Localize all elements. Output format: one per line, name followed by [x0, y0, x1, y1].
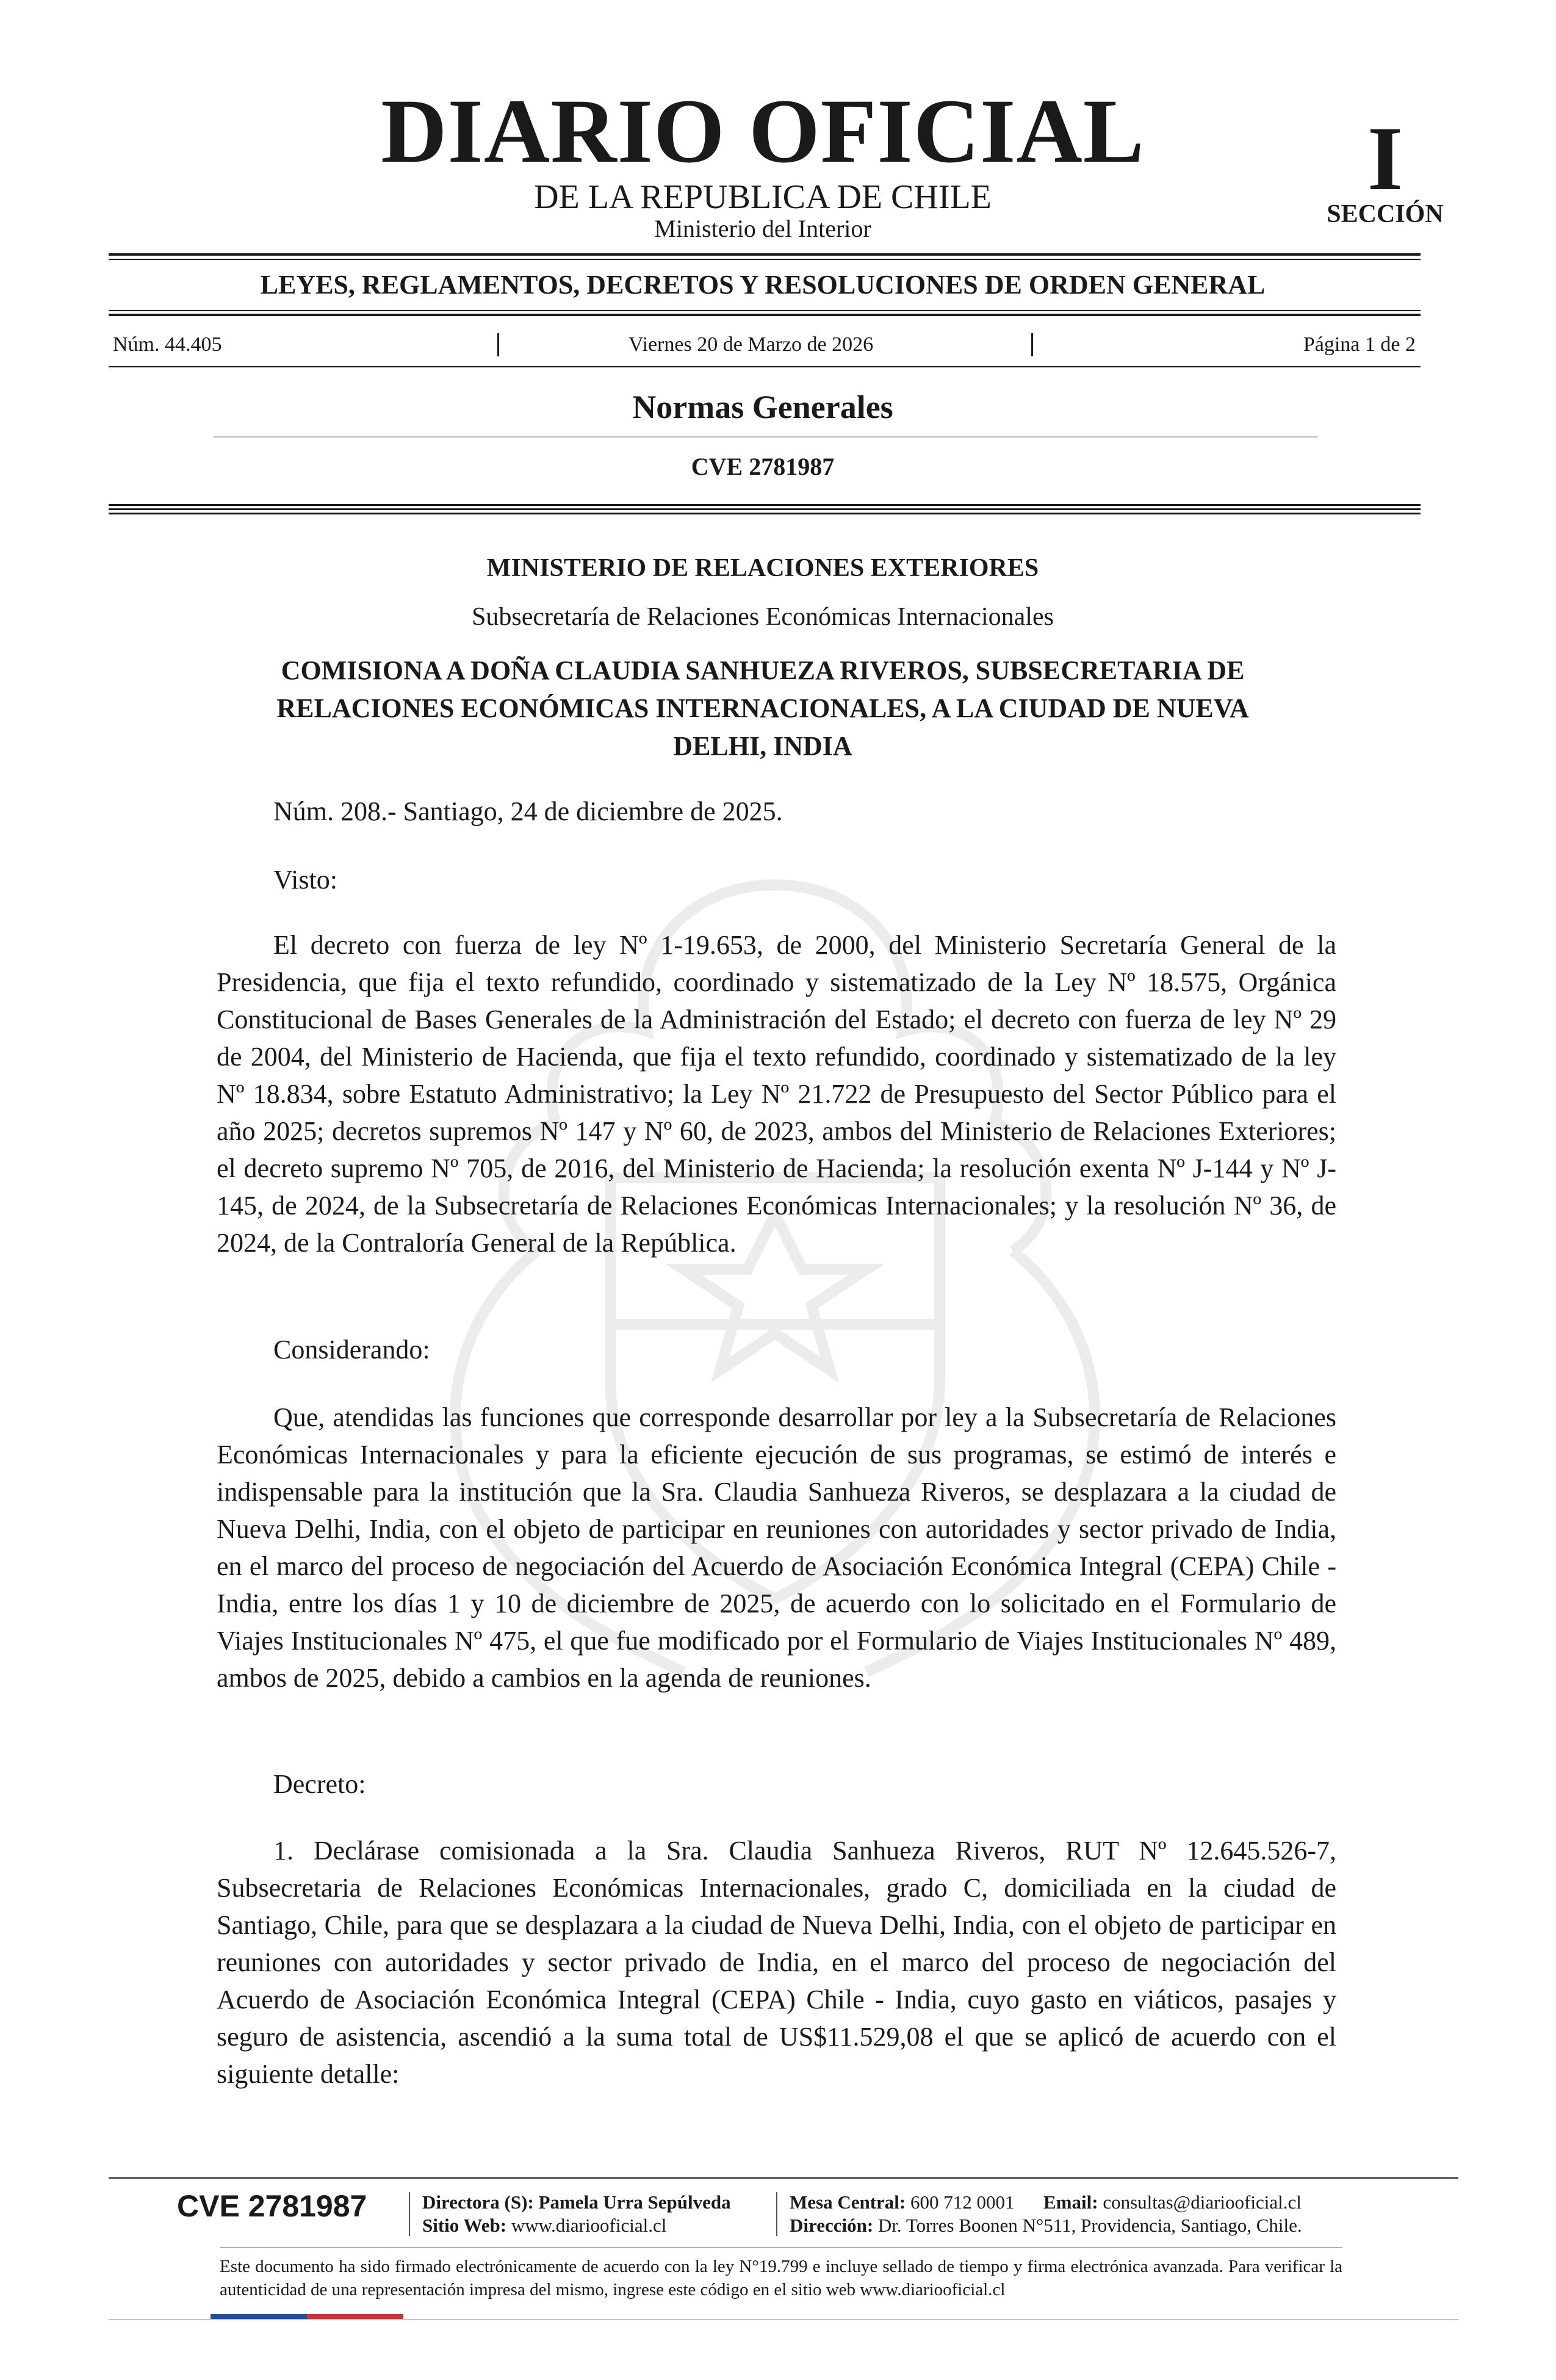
footer-address [790, 2214, 1302, 2237]
footer-contact [790, 2191, 1302, 2214]
flag-stripe-blue [211, 2314, 307, 2319]
section-label: SECCIÓN [1327, 200, 1444, 228]
address-text: Dr. Torres Boonen N°511, Providencia, Santiago, Chile. [877, 2215, 1302, 2236]
email-label: Email: [1043, 2191, 1098, 2213]
footer-website [422, 2214, 666, 2237]
footer-separator [776, 2192, 777, 2236]
footer-rule-bottom [109, 2319, 1458, 2320]
footer-verification-note: Este documento ha sido firmado electrónicamente de acuerdo con la ley N°19.799 e incluye sellado de tiempo y firma electrónica avanzada. Para verificar la autenticidad de una representación impresa del mismo, ingrese este código en el sitio web www.diariooficial.cl [220, 2257, 1342, 2299]
visto-paragraph: El decreto con fuerza de ley Nº 1-19.653, de 2000, del Ministerio Secretaría General de la Presidencia, que fija el texto refundido, coordinado y sistematizado de la Ley Nº 18.575, Orgánica Constitucional de Bases Generales de la Administración del Estado; el decreto con fuerza de ley Nº 29 de 2004, del Ministerio de Hacienda, que fija el texto refundido, coordinado y sistematizado de la ley Nº 18.834, sobre Estatuto Administrativo; la Ley Nº 21.722 de Presupuesto del Sector Público para el año 2025; decretos supremos Nº 147 y Nº 60, de 2023, ambos del Ministerio de Relaciones Exteriores; el decreto supremo Nº 705, de 2016, del Ministerio de Hacienda; la resolución exenta Nº J-144 y Nº J-145, de 2024, de la Subsecretaría de Relaciones Económicas Internacionales; y la resolución Nº 36, de 2024, de la Contraloría General de la República. [217, 930, 1336, 1258]
website-link[interactable]: www.diariooficial.cl [511, 2215, 667, 2236]
email-link[interactable]: consultas@diariooficial.cl [1103, 2191, 1302, 2213]
header-rule-3 [109, 513, 1421, 514]
masthead-rule-thick [109, 253, 1421, 256]
subsecretaria-name: Subsecretaría de Relaciones Económicas Internacionales [472, 603, 1054, 631]
issue-page: Página 1 de 2 [1303, 333, 1416, 356]
decreto-label: Decreto: [273, 1769, 366, 1799]
meta-separator [1031, 333, 1033, 356]
issue-rule [109, 366, 1421, 367]
footer-separator [409, 2192, 410, 2236]
header-rule-2 [109, 508, 1421, 510]
considerando-label: Considerando: [273, 1335, 430, 1365]
category-rule-thick [109, 314, 1421, 316]
masthead-ministry: Ministerio del Interior [654, 215, 871, 242]
section-number: I [1367, 108, 1403, 209]
decree-title: COMISIONA A DOÑA CLAUDIA SANHUEZA RIVEROS, SUBSECRETARIA DE RELACIONES ECONÓMICAS INTERNACIONALES, A LA CIUDAD DE NUEVA DELHI, INDIA [276, 655, 1249, 761]
footer-rule-mid [220, 2247, 1342, 2248]
considerando-paragraph: Que, atendidas las funciones que corresponde desarrollar por ley a la Subsecretaría de Relaciones Económicas Internacionales y para la eficiente ejecución de sus programas, se estimó de interés e indispensable para la institución que la Sra. Claudia Sanhueza Riveros, se desplazara a la ciudad de Nueva Delhi, India, con el objeto de participar en reuniones con autoridades y sector privado de India, en el marco del proceso de negociación del Acuerdo de Asociación Económica Integral (CEPA) Chile - India, entre los días 1 y 10 de diciembre de 2025, de acuerdo con lo solicitado en el Formulario de Viajes Institucionales Nº 475, el que fue modificado por el Formulario de Viajes Institucionales Nº 489, ambos de 2025, debido a cambios en la agenda de reuniones. [217, 1402, 1336, 1693]
director-label: Directora (S): [422, 2191, 534, 2213]
section-title-rule [214, 436, 1318, 438]
section-title: Normas Generales [632, 389, 893, 425]
director-name: Pamela Urra Sepúlveda [538, 2191, 731, 2213]
masthead-rule-thin [109, 259, 1421, 260]
masthead-title: DIARIO OFICIAL [381, 81, 1145, 182]
masthead-subtitle: DE LA REPUBLICA DE CHILE [534, 178, 992, 216]
address-label: Dirección: [790, 2215, 874, 2236]
decreto-paragraph: 1. Declárase comisionada a la Sra. Claudia Sanhueza Riveros, RUT Nº 12.645.526-7, Subsecretaria de Relaciones Económicas Internacionales, grado C, domiciliada en la ciudad de Santiago, Chile, para que se desplazara a la ciudad de Nueva Delhi, India, con el objeto de participar en reuniones con autoridades y sector privado de India, en el marco del proceso de negociación del Acuerdo de Asociación Económica Integral (CEPA) Chile - India, cuyo gasto en viáticos, pasajes y seguro de asistencia, ascendió a la suma total de US$11.529,08 el que se aplicó de acuerdo con el siguiente detalle: [217, 1836, 1336, 2089]
phone-number: 600 712 0001 [910, 2191, 1015, 2213]
issue-date: Viernes 20 de Marzo de 2026 [629, 333, 874, 356]
ministry-name: MINISTERIO DE RELACIONES EXTERIORES [486, 554, 1039, 582]
header-rule-1 [109, 504, 1421, 506]
footer-director [422, 2191, 731, 2214]
cve-code: CVE 2781987 [691, 453, 835, 480]
category-rule-thin [109, 310, 1421, 311]
issue-number: Núm. 44.405 [113, 333, 222, 356]
footer-cve-code: CVE 2781987 [177, 2189, 367, 2223]
footer-rule-top [109, 2177, 1458, 2179]
category-heading: LEYES, REGLAMENTOS, DECRETOS Y RESOLUCIONES DE ORDEN GENERAL [260, 270, 1266, 300]
visto-label: Visto: [273, 865, 337, 895]
flag-stripe-red [307, 2314, 403, 2319]
meta-separator [497, 333, 499, 356]
decree-number-line: Núm. 208.- Santiago, 24 de diciembre de 2025. [273, 796, 783, 826]
phone-label: Mesa Central: [790, 2191, 906, 2213]
website-label: Sitio Web: [422, 2215, 507, 2236]
